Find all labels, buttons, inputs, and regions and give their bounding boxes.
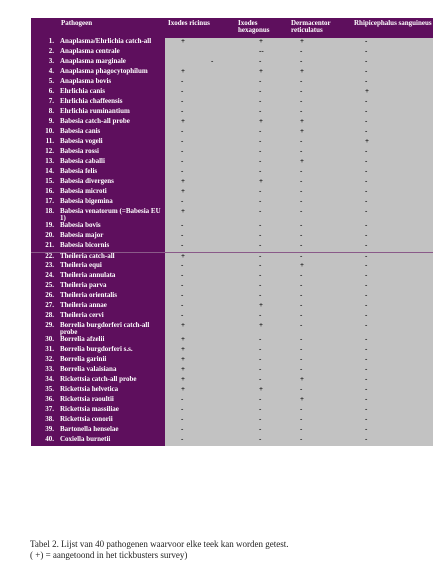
ixodes-ricinus-value: - [165,292,235,302]
table-row [31,322,433,336]
ixodes-hexagonus-value: - [235,88,288,98]
rhipicephalus-sanguineus-value: - [351,346,433,356]
ixodes-ricinus-value: - [165,312,235,322]
row-number: 3. [31,58,58,68]
row-number: 36. [31,396,58,406]
header-ixodes-hexagonus: Ixodes hexagonus [235,18,288,38]
rhipicephalus-sanguineus-value: - [351,272,433,282]
ixodes-ricinus-value: + [165,188,235,198]
dermacentor-reticulatus-value: + [288,68,351,78]
pathogen-name: Borrelia burgdorferi s.s. [58,346,165,356]
row-number: 27. [31,302,58,312]
ixodes-ricinus-value: + [165,252,235,262]
dermacentor-reticulatus-value: + [288,376,351,386]
dermacentor-reticulatus-value: - [288,48,351,58]
row-number: 9. [31,118,58,128]
dermacentor-reticulatus-value: - [288,88,351,98]
rhipicephalus-sanguineus-value: - [351,58,433,68]
ixodes-hexagonus-value: - [235,158,288,168]
ixodes-ricinus-value: - [165,396,235,406]
ixodes-ricinus-value: - [165,262,235,272]
row-number: 21. [31,242,58,252]
ixodes-hexagonus-value: - [235,208,288,222]
row-number: 8. [31,108,58,118]
ixodes-ricinus-value: - [165,148,235,158]
row-number: 15. [31,178,58,188]
row-number: 24. [31,272,58,282]
rhipicephalus-sanguineus-value: - [351,336,433,346]
ixodes-hexagonus-value: - [235,282,288,292]
pathogen-name: Babesia catch-all probe [58,118,165,128]
rhipicephalus-sanguineus-value: - [351,322,433,336]
ixodes-ricinus-value: - [165,98,235,108]
dermacentor-reticulatus-value: - [288,322,351,336]
ixodes-ricinus-value: + [165,376,235,386]
pathogen-name: Anaplasma marginale [58,58,165,68]
ixodes-ricinus-value: - [165,138,235,148]
ixodes-hexagonus-value: - [235,98,288,108]
row-number: 40. [31,436,58,446]
pathogen-name: Anaplasma bovis [58,78,165,88]
ixodes-ricinus-value: + [165,38,235,48]
rhipicephalus-sanguineus-value: - [351,68,433,78]
rhipicephalus-sanguineus-value: - [351,118,433,128]
ixodes-hexagonus-value: - [235,262,288,272]
header-number [31,18,58,38]
row-number: 34. [31,376,58,386]
row-number: 10. [31,128,58,138]
dermacentor-reticulatus-value: - [288,222,351,232]
ixodes-hexagonus-value: - [235,242,288,252]
ixodes-hexagonus-value: - [235,426,288,436]
ixodes-ricinus-value: + [165,118,235,128]
pathogen-name: Babesia rossi [58,148,165,158]
pathogen-name: Anaplasma centrale [58,48,165,58]
ixodes-hexagonus-value: - [235,232,288,242]
ixodes-ricinus-value: + [165,356,235,366]
ixodes-ricinus-value: + [165,346,235,356]
table-row [31,242,433,252]
pathogen-name: Rickettsia massiliae [58,406,165,416]
dermacentor-reticulatus-value: - [288,386,351,396]
ixodes-ricinus-value: - [165,232,235,242]
ixodes-hexagonus-value: -- [235,48,288,58]
rhipicephalus-sanguineus-value: - [351,168,433,178]
rhipicephalus-sanguineus-value: - [351,242,433,252]
pathogen-name: Ehrlichia chaffeensis [58,98,165,108]
pathogen-name: Rickettsia helvetica [58,386,165,396]
header-pathogen: Pathogeen [58,18,165,38]
pathogen-name: Theileria catch-all [58,252,165,262]
dermacentor-reticulatus-value: - [288,292,351,302]
pathogen-name: Ehrlichia canis [58,88,165,98]
pathogen-name: Theileria parva [58,282,165,292]
rhipicephalus-sanguineus-value: - [351,98,433,108]
pathogen-name: Babesia felis [58,168,165,178]
rhipicephalus-sanguineus-value: - [351,376,433,386]
row-number: 33. [31,366,58,376]
row-number: 20. [31,232,58,242]
header-dermacentor-reticulatus: Dermacentor reticulatus [288,18,351,38]
rhipicephalus-sanguineus-value: - [351,282,433,292]
row-number: 28. [31,312,58,322]
ixodes-hexagonus-value: - [235,376,288,386]
dermacentor-reticulatus-value: + [288,128,351,138]
ixodes-hexagonus-value: + [235,386,288,396]
table-row [31,436,433,446]
rhipicephalus-sanguineus-value: - [351,38,433,48]
row-number: 25. [31,282,58,292]
dermacentor-reticulatus-value: - [288,78,351,88]
pathogen-name: Babesia bigemina [58,198,165,208]
pathogen-name: Babesia bicornis [58,242,165,252]
dermacentor-reticulatus-value: - [288,208,351,222]
dermacentor-reticulatus-value: - [288,336,351,346]
pathogen-name: Theileria cervi [58,312,165,322]
pathogen-name: Babesia bovis [58,222,165,232]
rhipicephalus-sanguineus-value: - [351,292,433,302]
pathogen-name: Babesia divergens [58,178,165,188]
ixodes-hexagonus-value: - [235,356,288,366]
pathogen-name: Anaplasma/Ehrlichia catch-all [58,38,165,48]
row-number: 37. [31,406,58,416]
ixodes-hexagonus-value: - [235,188,288,198]
dermacentor-reticulatus-value: - [288,436,351,446]
rhipicephalus-sanguineus-value: - [351,436,433,446]
rhipicephalus-sanguineus-value: - [351,262,433,272]
dermacentor-reticulatus-value: - [288,346,351,356]
row-number: 6. [31,88,58,98]
dermacentor-reticulatus-value: - [288,356,351,366]
ixodes-ricinus-value: - [165,88,235,98]
ixodes-hexagonus-value: - [235,272,288,282]
row-number: 31. [31,346,58,356]
ixodes-hexagonus-value: - [235,336,288,346]
rhipicephalus-sanguineus-value: - [351,416,433,426]
dermacentor-reticulatus-value: - [288,282,351,292]
row-number: 7. [31,98,58,108]
ixodes-ricinus-value: - [165,78,235,88]
dermacentor-reticulatus-value: - [288,232,351,242]
rhipicephalus-sanguineus-value: - [351,188,433,198]
ixodes-ricinus-value: - [165,406,235,416]
ixodes-hexagonus-value: + [235,178,288,188]
ixodes-ricinus-value: - [165,426,235,436]
ixodes-ricinus-value: - [165,108,235,118]
ixodes-hexagonus-value: - [235,148,288,158]
pathogen-name: Babesia vogeli [58,138,165,148]
ixodes-ricinus-value: + [165,322,235,336]
ixodes-ricinus-value: - [165,198,235,208]
caption-line-2: ( +) = aangetoond in het tickbusters survey) [30,550,188,560]
row-number: 14. [31,168,58,178]
ixodes-hexagonus-value: + [235,322,288,336]
row-number: 29. [31,322,58,336]
row-number: 11. [31,138,58,148]
ixodes-ricinus-value: - [165,128,235,138]
ixodes-ricinus-value: - [165,282,235,292]
rhipicephalus-sanguineus-value: - [351,232,433,242]
pathogen-name: Babesia caballi [58,158,165,168]
header-rhipicephalus-sanguineus: Rhipicephalus sanguineus [351,18,433,38]
row-number: 16. [31,188,58,198]
ixodes-hexagonus-value: - [235,396,288,406]
rhipicephalus-sanguineus-value: - [351,128,433,138]
row-number: 19. [31,222,58,232]
dermacentor-reticulatus-value: - [288,178,351,188]
rhipicephalus-sanguineus-value: - [351,108,433,118]
row-number: 2. [31,48,58,58]
rhipicephalus-sanguineus-value: + [351,88,433,98]
dermacentor-reticulatus-value: - [288,272,351,282]
ixodes-ricinus-value: - [165,416,235,426]
rhipicephalus-sanguineus-value: - [351,158,433,168]
ixodes-hexagonus-value: + [235,118,288,128]
ixodes-hexagonus-value: - [235,416,288,426]
ixodes-ricinus-value: + [165,68,235,78]
pathogen-name: Rickettsia raoultii [58,396,165,406]
ixodes-hexagonus-value: + [235,38,288,48]
ixodes-hexagonus-value: - [235,406,288,416]
rhipicephalus-sanguineus-value: - [351,396,433,406]
pathogen-name: Borrelia garinii [58,356,165,366]
ixodes-hexagonus-value: - [235,78,288,88]
ixodes-hexagonus-value: + [235,302,288,312]
table-row [31,208,433,222]
rhipicephalus-sanguineus-value: - [351,302,433,312]
dermacentor-reticulatus-value: - [288,108,351,118]
rhipicephalus-sanguineus-value: - [351,252,433,262]
dermacentor-reticulatus-value: - [288,416,351,426]
header-ixodes-ricinus: Ixodes ricinus [165,18,235,38]
dermacentor-reticulatus-value: - [288,406,351,416]
ixodes-ricinus-value: + [165,178,235,188]
ixodes-hexagonus-value: - [235,252,288,262]
row-number: 12. [31,148,58,158]
ixodes-hexagonus-value: - [235,292,288,302]
row-number: 17. [31,198,58,208]
dermacentor-reticulatus-value: - [288,58,351,68]
row-number: 13. [31,158,58,168]
dermacentor-reticulatus-value: + [288,118,351,128]
ixodes-ricinus-value: + [165,366,235,376]
ixodes-hexagonus-value: - [235,138,288,148]
pathogen-name: Anaplasma phagocytophilum [58,68,165,78]
pathogen-name: Borrelia burgdorferi catch-all probe [58,322,165,336]
dermacentor-reticulatus-value: - [288,312,351,322]
pathogen-name: Babesia microti [58,188,165,198]
ixodes-ricinus-value: - [165,158,235,168]
row-number: 26. [31,292,58,302]
rhipicephalus-sanguineus-value: - [351,406,433,416]
ixodes-ricinus-value: + [165,208,235,222]
ixodes-hexagonus-value: - [235,128,288,138]
ixodes-ricinus-value: - [165,302,235,312]
ixodes-ricinus-value: + [165,336,235,346]
row-number: 39. [31,426,58,436]
pathogen-name: Babesia major [58,232,165,242]
pathogen-table [31,18,433,446]
dermacentor-reticulatus-value: - [288,242,351,252]
rhipicephalus-sanguineus-value: - [351,386,433,396]
rhipicephalus-sanguineus-value: - [351,178,433,188]
row-number: 35. [31,386,58,396]
ixodes-ricinus-value [165,48,235,58]
dermacentor-reticulatus-value: - [288,148,351,158]
dermacentor-reticulatus-value: + [288,158,351,168]
dermacentor-reticulatus-value: - [288,302,351,312]
row-number: 23. [31,262,58,272]
dermacentor-reticulatus-value: - [288,98,351,108]
pathogen-name: Theileria equi [58,262,165,272]
pathogen-name: Rickettsia conorii [58,416,165,426]
ixodes-ricinus-value: - [165,168,235,178]
ixodes-ricinus-value: - [165,272,235,282]
ixodes-ricinus-value: + [165,386,235,396]
ixodes-hexagonus-value: - [235,222,288,232]
rhipicephalus-sanguineus-value: - [351,356,433,366]
row-number: 38. [31,416,58,426]
dermacentor-reticulatus-value: - [288,426,351,436]
row-number: 5. [31,78,58,88]
ixodes-hexagonus-value: - [235,436,288,446]
rhipicephalus-sanguineus-value: - [351,48,433,58]
ixodes-hexagonus-value: - [235,312,288,322]
table-caption [30,539,289,561]
dermacentor-reticulatus-value: - [288,366,351,376]
dermacentor-reticulatus-value: + [288,262,351,272]
pathogen-name: Rickettsia catch-all probe [58,376,165,386]
pathogen-name: Coxiella burnetii [58,436,165,446]
pathogen-name: Borrelia valaisiana [58,366,165,376]
caption-line-1: Tabel 2. Lijst van 40 pathogenen waarvoor elke teek kan worden getest. [30,539,289,549]
pathogen-name: Theileria annae [58,302,165,312]
ixodes-ricinus-value: - [165,222,235,232]
pathogen-name: Babesia canis [58,128,165,138]
row-number: 1. [31,38,58,48]
ixodes-ricinus-value: - [165,58,235,68]
ixodes-hexagonus-value: - [235,366,288,376]
pathogen-name: Babesia venatorum (=Babesia EU 1) [58,208,165,222]
rhipicephalus-sanguineus-value: - [351,426,433,436]
ixodes-hexagonus-value: - [235,58,288,68]
rhipicephalus-sanguineus-value: - [351,208,433,222]
dermacentor-reticulatus-value: - [288,188,351,198]
table-header-row [31,18,433,38]
dermacentor-reticulatus-value: + [288,396,351,406]
pathogen-name: Theileria annulata [58,272,165,282]
ixodes-hexagonus-value: - [235,108,288,118]
dermacentor-reticulatus-value: + [288,38,351,48]
pathogen-name: Ehrlichia ruminantium [58,108,165,118]
ixodes-hexagonus-value: - [235,168,288,178]
pathogen-name: Theileria orientalis [58,292,165,302]
row-number: 30. [31,336,58,346]
rhipicephalus-sanguineus-value: - [351,148,433,158]
rhipicephalus-sanguineus-value: - [351,78,433,88]
ixodes-hexagonus-value: - [235,346,288,356]
ixodes-ricinus-value: - [165,242,235,252]
dermacentor-reticulatus-value: - [288,198,351,208]
dermacentor-reticulatus-value: - [288,252,351,262]
pathogen-name: Bartonella henselae [58,426,165,436]
rhipicephalus-sanguineus-value: - [351,198,433,208]
dermacentor-reticulatus-value: - [288,138,351,148]
pathogen-name: Borrelia afzelii [58,336,165,346]
dermacentor-reticulatus-value: - [288,168,351,178]
rhipicephalus-sanguineus-value: - [351,312,433,322]
row-number: 4. [31,68,58,78]
row-number: 32. [31,356,58,366]
row-number: 18. [31,208,58,222]
rhipicephalus-sanguineus-value: + [351,138,433,148]
rhipicephalus-sanguineus-value: - [351,366,433,376]
ixodes-hexagonus-value: - [235,198,288,208]
ixodes-hexagonus-value: + [235,68,288,78]
ixodes-ricinus-value: - [165,436,235,446]
row-number: 22. [31,252,58,262]
rhipicephalus-sanguineus-value: - [351,222,433,232]
